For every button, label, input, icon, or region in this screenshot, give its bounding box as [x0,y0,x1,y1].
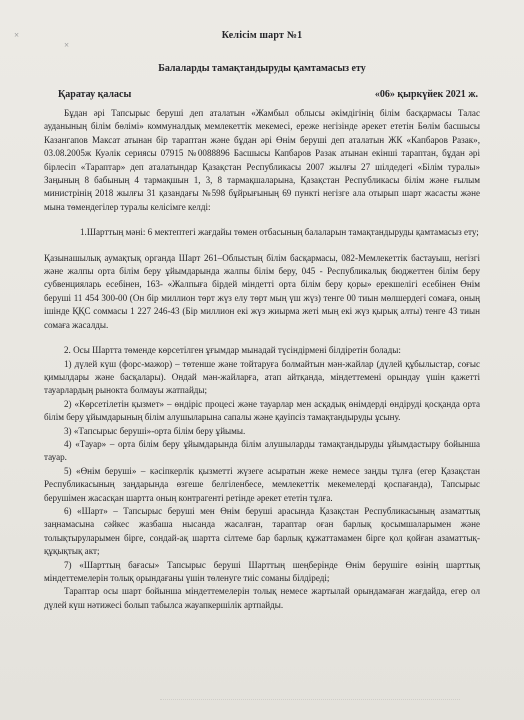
definition-customer: 3) «Тапсырыс беруші»-орта білім беру ұйымы. [64,425,246,436]
definition-contract: 6) «Шарт» – Тапсырыс беруші мен Өнім беруші арасында Қазақстан Республикасының азаматтық заңнамасына сәйкес жазбаша нысанда жасалған, тараптар оған барлық қосымшаларымен және толықтыруларымен бірге, сондай-ақ шартта сілтеме бар барлық құжаттамамен бірге қол қойған азаматтық-құқықтық акт; [44,505,480,557]
definition-force-majeure: 1) дүлей күш (форс-мажор) – төтенше және тойтаруға болмайтын мән-жайлар (дүлей құбылыстар, соғыс қимылдары және басқалары). Ондай мән-жайларға, атап айтқанда, міндеттемені орындау үшін қажетті тауарлардың рынокта болмауы жатпайды; [44,358,480,396]
paragraph-amount: Қазынашылық аумақтық органда Шарт 261–Облыстың білім басқармасы, 082-Мемлекеттік бастауыш, негізгі және жалпы орта білім беру ұйымдарында жалпы білім беру, 045 - Республикалық бюджеттен білім беру субвенцияларь есебінен, 163- «Жалпыға бірдей міндетті орта білім беру қоры» ерекшелігі есебінен Өнім беруші 11 454 300-00 (Он бір миллион төрт жүз елу төрт мың үш жүз) тенге 00 тиын мөлшердегі сомаға, оның ішінде ҚҚС соммасы 1 227 246-43 (Бір миллион екі жүз жиырма жеті мың екі жүз қырық алты) тенге 43 тиын сомаға жасалды. [44,252,480,330]
paragraph-subject: 1.Шарттың мәні: 6 мектептегі жағдайы төмен отбасының балаларын тамақтандыруды қамтамасыз ету; [80,227,479,238]
paragraph-definitions-intro: 2. Осы Шартта төменде көрсетілген ұғымдар мынадай түсіндірмені білдіретін болады: [64,345,401,356]
definition-supplier: 5) «Өнім беруші» – кәсіпкерлік қызметті жүзеге асыратын жеке немесе заңды тұлға (егер Қазақстан Республикасының заңдарында өзгеше белгіленбесе, мемлекеттік мекемелерді қоспағанда), Тапсырыс берушімен жасасқан шартта оның контрагенті ретінде әрекет ететін тұлға. [44,465,480,503]
contract-body [44,107,480,612]
paragraph-parties: Бұдан әрі Тапсырыс беруші деп аталатын «Жамбыл облысы әкімдігінің білім басқармасы Талас ауданының білім бөлімі» коммуналдық мемлекеттік мекемесі, ереже негізінде әрекет ететін Бөлім басшысы Казангапов Максат атынан бір тараптан және бұдан әрі Өнім беруші деп аталатын ЖК «Капбаров Разак», 03.08.2005ж Куәлік сериясы 07915 №0088896 Басшысы Капбаров Разак атынан екінші тараптан, бұдан әрі бірлесіп «Тараптар» деп аталатындар Қазақстан Республикасы 2007 жылғы 27 шілдедегі «Білім туралы» Заңының 8 бабының 4 тармақшын 1, 3, 8 тармақшаларына, Қазақстан Республикасы білім және ғылым министрінің 2018 жылғы 31 қазандағы №598 бұйрығының 69 пункті негізге ала отырып шарт жасасты және мына төмендегілер туралы келісімге келді: [44,108,480,212]
contract-date: «06» қыркүйек 2021 ж. [374,89,478,100]
contract-title: Келісім шарт №1 [221,30,303,41]
contract-place: Қаратау қаласы [58,89,132,100]
bleed-through-line [160,699,460,708]
margin-mark: × [14,30,20,40]
margin-mark: × [64,40,70,50]
definition-price: 7) «Шарттың бағасы» Тапсырыс беруші Шарттың шеңберінде Өнім берушіге өзінің шарттық міндеттемелерін толық орындағаны үшін төленуге тиіс соманы білдіреді; [44,559,480,583]
definition-service: 2) «Көрсетілетін қызмет» – өндіріс процесі және тауарлар мен асқадық өнімдерді өндіруді қосқанда орта білім беру ұйымдарының білім алушыларына сапалы және қауіпсіз тамақтандыруды ұсыну. [44,398,480,423]
paragraph-liability: Тараптар осы шарт бойынша міндеттемелерін толық немесе жартылай орындамаған жағдайда, егер ол дүлей күш нәтижесі болып табылса жауапкершілік артпайды. [44,586,480,610]
definition-goods: 4) «Тауар» – орта білім беру ұйымдарында білім алушыларды тамақтандыруды ұйымдастыру бойынша тауар. [44,438,480,463]
contract-subtitle: Балаларды тамақтандыруды қамтамасыз ету [158,63,366,74]
